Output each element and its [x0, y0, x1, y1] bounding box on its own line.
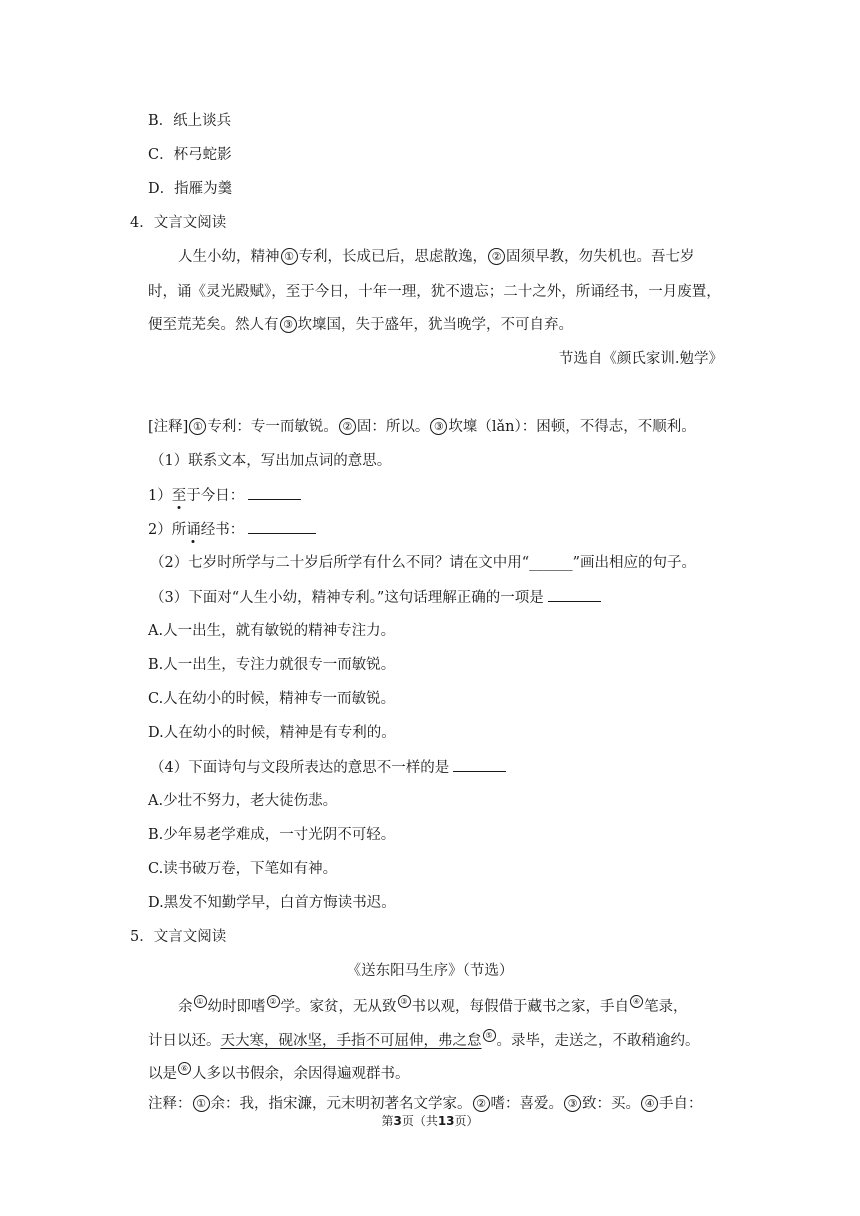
q4-sub4-option-b: B.少年易老学难成，一寸光阴不可轻。 — [148, 827, 396, 843]
note-marker: ⑥ — [178, 1062, 191, 1075]
question-title: 文言文阅读 — [153, 929, 227, 945]
q4-passage-line-3: 便至荒芜矣。然人有 ③ 坎壈国，失于盛年，犹当晚学，不可自弃。 — [148, 317, 573, 333]
q4-sub4-prompt: （4）下面诗句与文段所表达的意思不一样的是 — [150, 757, 506, 778]
note-marker: ② — [339, 418, 356, 435]
q4-source: 节选自《颜氏家训.勉学》 — [558, 351, 723, 367]
option-d: D．指雁为羹 — [148, 181, 233, 197]
note-marker: ② — [267, 995, 280, 1008]
q4-sub4-option-c: C.读书破万卷，下笔如有神。 — [148, 861, 338, 877]
q4-sub4-option-a: A.少壮不努力，老大徒伤悲。 — [148, 793, 338, 809]
q4-sub1-item-1: 1）至于今日： — [148, 485, 301, 506]
page-footer: 第3页（共13页） — [381, 1114, 479, 1128]
answer-blank[interactable] — [453, 757, 506, 772]
q4-annotation: [注释] ① 专利：专一而敏锐。 ② 固：所以。 ③ 坎壈（lǎn）：困顿，不得志，不顺利。 — [148, 419, 696, 435]
q4-sub3-option-a: A.人一出生，就有敏锐的精神专注力。 — [148, 623, 396, 639]
note-marker: ① — [194, 995, 207, 1008]
dotted-word: 至 — [171, 488, 187, 504]
question-number: 5． — [130, 929, 154, 945]
q4-sub3-prompt: （3）下面对“人生小幼，精神专利。”这句话理解正确的一项是 — [150, 587, 601, 608]
note-marker: ③ — [564, 1095, 581, 1112]
note-marker: ② — [473, 1095, 490, 1112]
total-pages: 13 — [437, 1114, 455, 1128]
note-marker: ① — [281, 248, 298, 265]
note-marker: ① — [193, 1095, 210, 1112]
note-marker: ⑤ — [483, 1029, 496, 1042]
q5-annotation: 注释： ① 余：我，指宋濂，元末明初著名文学家。 ② 嗜：喜爱。 ③ 致：买。 ④ 手自： — [148, 1096, 703, 1112]
answer-blank[interactable] — [248, 485, 301, 500]
question-4-heading — [130, 213, 226, 233]
note-marker: ④ — [630, 995, 643, 1008]
q4-sub3-option-c: C.人在幼小的时候，精神专一而敏锐。 — [148, 691, 396, 707]
q5-passage-line-1: 余 ① 幼时即嗜 ② 学。家贫，无从致 ③ 书以观，每假借于藏书之家，手自 ④ 笔录， — [178, 997, 688, 1015]
q4-passage-line-2: 时，诵《灵光殿赋》，至于今日，十年一理，犹不遗忘；二十之外，所诵经书，一月废置， — [148, 284, 721, 300]
q5-passage-title: 《送东阳马生序》（节选） — [346, 963, 514, 979]
q4-sub3-option-b: B.人一出生，专注力就很专一而敏锐。 — [148, 657, 396, 673]
q4-sub1-prompt: （1）联系文本，写出加点词的意思。 — [150, 453, 392, 469]
question-number: 4． — [130, 215, 154, 231]
q5-passage-line-2: 计日以还。天大寒，砚冰坚，手指不可屈伸，弗之怠 ⑤ 。录毕，走送之，不敢稍逾约。 — [148, 1031, 700, 1049]
note-marker: ① — [189, 418, 206, 435]
q4-passage-line-1: 人生小幼，精神 ① 专利，长成已后，思虑散逸， ② 固须早教，勿失机也。吾七岁 — [178, 249, 695, 265]
question-5-heading — [130, 927, 226, 947]
answer-blank[interactable] — [548, 587, 601, 602]
q4-sub1-item-2: 2）所诵经书： — [148, 519, 316, 540]
underlined-sentence: 天大寒，砚冰坚，手指不可屈伸，弗之怠 — [220, 1033, 482, 1049]
question-title: 文言文阅读 — [153, 215, 227, 231]
q4-sub3-option-d: D.人在幼小的时候，精神是有专利的。 — [148, 725, 396, 741]
note-marker: ③ — [430, 418, 447, 435]
note-marker: ④ — [641, 1095, 658, 1112]
option-b: B．纸上谈兵 — [148, 113, 232, 129]
note-marker: ③ — [280, 316, 297, 333]
q4-sub4-option-d: D.黑发不知勤学早，白首方悔读书迟。 — [148, 895, 396, 911]
dotted-word: 诵 — [186, 522, 201, 538]
q5-passage-line-3: 以是 ⑥ 人多以书假余，余因得遍观群书。 — [148, 1064, 410, 1082]
answer-blank[interactable] — [248, 519, 316, 534]
note-marker: ② — [488, 248, 505, 265]
option-c: C．杯弓蛇影 — [148, 147, 232, 163]
note-marker: ③ — [398, 995, 411, 1008]
page-number: 3 — [393, 1114, 402, 1128]
q4-sub2-prompt: （2）七岁时所学与二十岁后所学有什么不同？请在文中用“______”画出相应的句子。 — [150, 555, 697, 571]
